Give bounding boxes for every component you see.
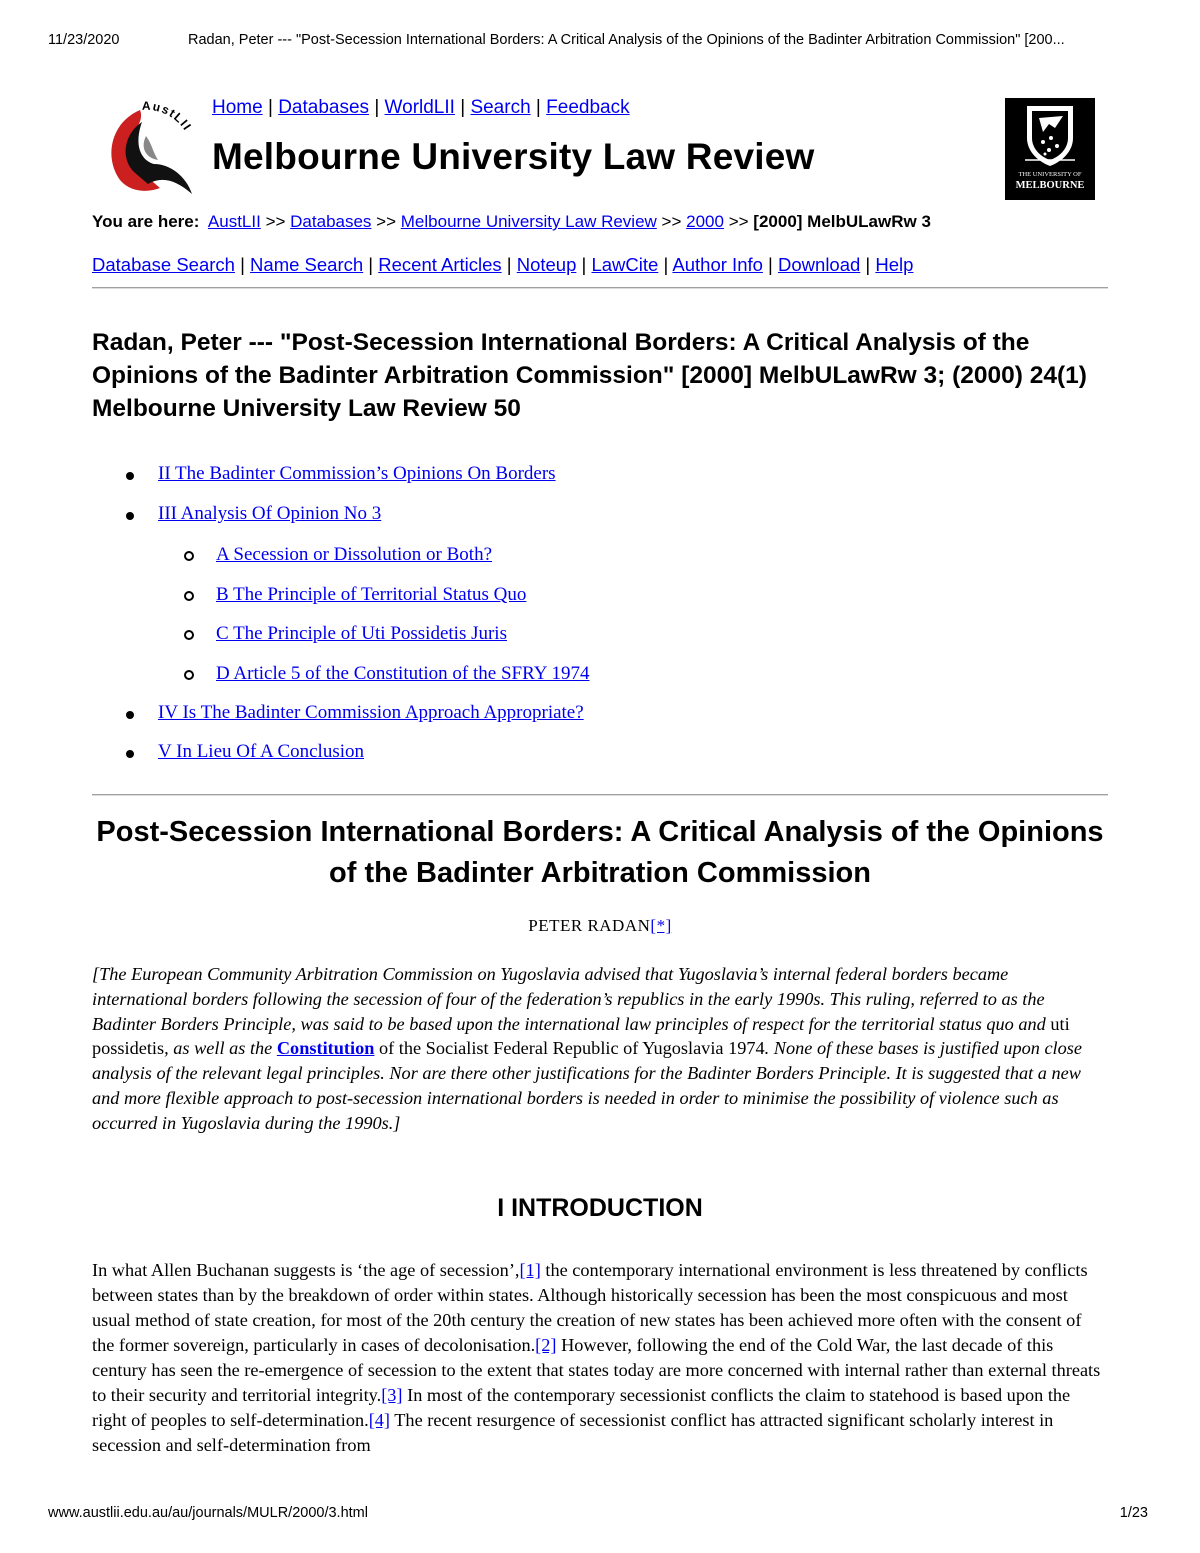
author-name: PETER RADAN bbox=[528, 916, 651, 935]
lawcite-link[interactable]: LawCite bbox=[591, 254, 659, 275]
toc-subitem-territorial-status-quo[interactable]: B The Principle of Territorial Status Quo bbox=[216, 584, 527, 605]
breadcrumb-databases[interactable]: Databases bbox=[290, 212, 372, 231]
abstract-text: , as well as the bbox=[164, 1038, 277, 1059]
toc-subitem-secession[interactable]: A Secession or Dissolution or Both? bbox=[216, 544, 493, 565]
noteup-link[interactable]: Noteup bbox=[516, 254, 577, 275]
circle-bullet-icon bbox=[184, 630, 194, 640]
recent-articles-link[interactable]: Recent Articles bbox=[378, 254, 502, 275]
university-crest[interactable] bbox=[1005, 98, 1095, 200]
citation-title: Radan, Peter --- "Post-Secession International Borders: A Critical Analysis of the Opinions of the Badinter Arbitration Commission" [2000] MelbULawRw 3; (2000) 24(1) Melbourne University Law Review 50 bbox=[92, 329, 1087, 422]
breadcrumb-label: You are here: bbox=[92, 212, 200, 231]
abstract-uti-possidetis: uti possidetis bbox=[92, 1013, 1070, 1059]
abstract-text: . None of these bases is justified upon close analysis of the relevant legal principles. Nor are there other justifications for the Badinter Borders Principle. It is suggested that a new and more flexible approach to post-secession international borders is needed in order to minimise the possibility of violence such as occurred in Yugoslavia during the 1990s.] bbox=[92, 1038, 1083, 1133]
circle-bullet-icon bbox=[184, 670, 194, 680]
top-links: Home | Databases | WorldLII | Search | Feedback bbox=[212, 97, 630, 118]
svg-text:AustLII bbox=[142, 99, 195, 134]
database-search-link[interactable]: Database Search bbox=[92, 254, 235, 275]
paragraph-text: The recent resurgence of secessionist conflict has attracted significant scholarly interest in secession and self-determination from bbox=[92, 1410, 1054, 1455]
toc-item-approach-appropriate[interactable]: IV Is The Badinter Commission Approach Appropriate? bbox=[158, 702, 584, 723]
home-link[interactable]: Home bbox=[212, 97, 263, 118]
paragraph-text: In most of the contemporary secessionist conflicts the claim to statehood is based upon the right of peoples to self-determination. bbox=[92, 1385, 1071, 1430]
logo-text: AustLII bbox=[141, 98, 195, 134]
breadcrumb-austlii[interactable]: AustLII bbox=[207, 212, 261, 231]
abstract-text: [The European Community Arbitration Commission on Yugoslavia advised that Yugoslavia’s internal federal borders became international borders following the secession of four of the federation’s republics in the early 1990s. This ruling, referred to as the Badinter Borders Principle, was said to be based upon the international law principles of respect for the territorial status quo and bbox=[92, 964, 1051, 1034]
toc-item-analysis-opinion-3[interactable]: III Analysis Of Opinion No 3 bbox=[158, 503, 382, 524]
print-date: 11/23/2020 bbox=[48, 32, 120, 48]
print-page-number: 1/23 bbox=[1119, 1505, 1148, 1521]
paragraph-text: the contemporary international environment is less threatened by conflicts between states than by the breakdown of order within states. Although historically secession has been the most conspicuous and most usual method of state creation, for most of the 20th century the creation of new states has been achieved more often with the consent of the former sovereign, particularly in cases of decolonisation. bbox=[92, 1260, 1088, 1355]
bullet-icon bbox=[126, 750, 134, 758]
toc-subitem-article-5[interactable]: D Article 5 of the Constitution of the SFRY 1974 bbox=[216, 663, 590, 684]
help-link[interactable]: Help bbox=[875, 254, 914, 275]
toc-item-conclusion[interactable]: V In Lieu Of A Conclusion bbox=[158, 741, 365, 762]
footnote-link-2[interactable]: [2] bbox=[535, 1335, 557, 1355]
feedback-link[interactable]: Feedback bbox=[546, 97, 630, 118]
footnote-link-4[interactable]: [4] bbox=[368, 1410, 391, 1430]
print-document-title: Radan, Peter --- "Post-Secession International Borders: A Critical Analysis of the Opinions of the Badinter Arbitration Commission" [200... bbox=[188, 32, 1065, 48]
crest-shield-icon bbox=[1005, 98, 1095, 170]
crest-text-line2: MELBOURNE bbox=[1015, 180, 1085, 191]
divider bbox=[92, 794, 1108, 796]
crest-text-line1: THE UNIVERSITY OF bbox=[1018, 171, 1082, 178]
print-header bbox=[0, 0, 1200, 60]
author-footnote-link[interactable]: [*] bbox=[650, 916, 672, 935]
breadcrumb-current: [2000] MelbULawRw 3 bbox=[753, 212, 931, 231]
constitution-link[interactable]: Constitution bbox=[276, 1038, 375, 1059]
databases-link[interactable]: Databases bbox=[278, 97, 370, 118]
bullet-icon bbox=[126, 472, 134, 480]
breadcrumb-year[interactable]: 2000 bbox=[686, 212, 724, 231]
abstract-constitution-title: of the Socialist Federal Republic of Yugoslavia 1974 bbox=[374, 1038, 765, 1059]
breadcrumb-separator: >> bbox=[728, 212, 749, 231]
download-link[interactable]: Download bbox=[778, 254, 861, 275]
divider bbox=[92, 287, 1108, 289]
search-link[interactable]: Search bbox=[470, 97, 531, 118]
footnote-link-3[interactable]: [3] bbox=[381, 1385, 403, 1405]
breadcrumb-separator: >> bbox=[265, 212, 286, 231]
austlii-logo[interactable] bbox=[100, 98, 200, 198]
paragraph-text: In what Allen Buchanan suggests is ‘the age of secession’, bbox=[92, 1260, 520, 1280]
circle-bullet-icon bbox=[184, 551, 194, 561]
footnote-link-1[interactable]: [1] bbox=[519, 1260, 541, 1280]
introduction-paragraph bbox=[92, 1258, 1108, 1458]
database-nav: Database Search | Name Search | Recent Articles | Noteup | LawCite | Author Info | Download | Help bbox=[92, 254, 914, 275]
article-title: Post-Secession International Borders: A Critical Analysis of the Opinions of the Badinter Arbitration Commission bbox=[96, 816, 1104, 889]
article-abstract bbox=[92, 962, 1108, 1136]
paragraph-text: However, following the end of the Cold War, the last decade of this century has seen the re-emergence of secession to the extent that states today are more concerned with internal rather than external threats to their security and territorial integrity. bbox=[92, 1335, 1101, 1405]
breadcrumb-separator: >> bbox=[661, 212, 682, 231]
toc-item-opinions-on-borders[interactable]: II The Badinter Commission’s Opinions On Borders bbox=[158, 463, 556, 484]
worldlii-link[interactable]: WorldLII bbox=[384, 97, 455, 118]
site-title: Melbourne University Law Review bbox=[212, 136, 815, 177]
section-heading-introduction: I INTRODUCTION bbox=[497, 1194, 703, 1222]
breadcrumb-mulr[interactable]: Melbourne University Law Review bbox=[400, 212, 657, 231]
bullet-icon bbox=[126, 512, 134, 520]
article-author bbox=[92, 916, 1108, 936]
name-search-link[interactable]: Name Search bbox=[250, 254, 364, 275]
author-info-link[interactable]: Author Info bbox=[672, 254, 763, 275]
print-url: www.austlii.edu.au/au/journals/MULR/2000/3.html bbox=[48, 1505, 368, 1521]
breadcrumb-separator: >> bbox=[376, 212, 397, 231]
print-footer bbox=[0, 1505, 1200, 1535]
circle-bullet-icon bbox=[184, 591, 194, 601]
bullet-icon bbox=[126, 711, 134, 719]
toc-subitem-uti-possidetis[interactable]: C The Principle of Uti Possidetis Juris bbox=[216, 623, 507, 644]
breadcrumb bbox=[92, 212, 931, 232]
